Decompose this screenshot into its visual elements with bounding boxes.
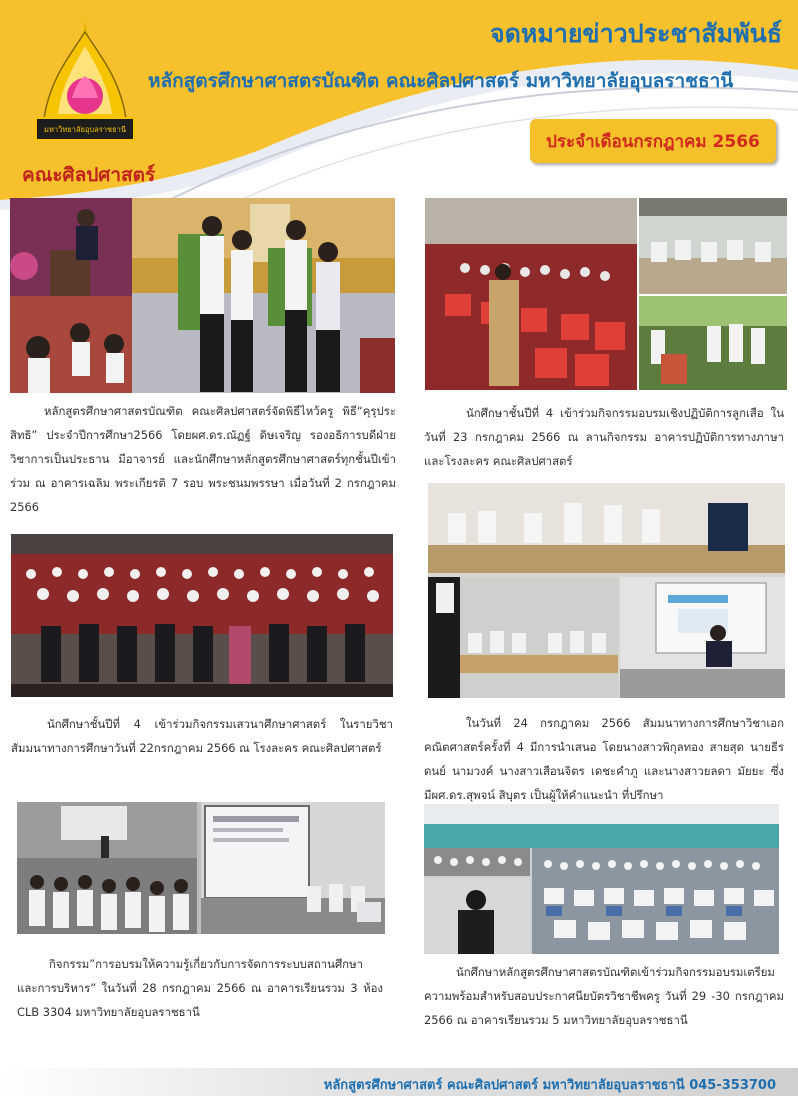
faculty-label: คณะศิลปศาสตร์	[22, 164, 156, 186]
university-logo	[30, 18, 140, 146]
caption-scout-training: นักศึกษาชั้นปีที่ 4 เข้าร่วมกิจกรรมอบรมเชิงปฏิบัติการลูกเสือ ในวันที่ 23 กรกฎาคม 2566 ณ ลานกิจกรรม อาคารปฏิบัติการทางภาษา และโรงละคร คณะศิลปศาสตร์	[424, 406, 784, 468]
caption-education-forum: นักศึกษาชั้นปีที่ 4 เข้าร่วมกิจกรรมเสวนาศึกษาศาสตร์ ในรายวิชาสัมมนาทางการศึกษาวันที่ 22กรกฎาคม 2566 ณ โรงละคร คณะศิลปศาสตร์	[11, 717, 393, 755]
photo-teacher-license-prep	[424, 804, 779, 954]
photo-math-seminar	[428, 483, 785, 698]
photo-scout-training	[425, 198, 787, 390]
logo-caption: มหาวิทยาลัยอุบลราชธานี	[44, 125, 126, 134]
photo-education-forum	[11, 534, 393, 697]
photo-management-training	[17, 802, 385, 934]
month-badge: ประจำเดือนกรกฎาคม 2566	[530, 119, 776, 163]
caption-management-training: กิจกรรม”การอบรมให้ความรู้เกี่ยวกับการจัดการระบบสถานศึกษาและการบริหาร” ในวันที่ 28 กรกฎาคม 2566 ณ อาคารเรียนรวม 3 ห้อง CLB 3304 มหาวิทยาลัยอุบลราชธานี	[17, 957, 383, 1019]
newsletter-title: จดหมายข่าวประชาสัมพันธ์	[490, 19, 782, 48]
caption-math-seminar: ในวันที่ 24 กรกฎาคม 2566 สัมมนาทางการศึกษาวิชาเอกคณิตศาสตร์ครั้งที่ 4 มีการนำเสนอ โดยนางสาวพิกุลทอง สายสุด นายธีรดนย์ นามวงค์ นางสาวเสือนจิตร เดชะคำภู และนางสาวยลดา มัยยะ ซึ่งมีผศ.ดร.สุพจน์ สิบุตร เป็นผู้ให้คำแนะนำ ที่ปรึกษา	[424, 716, 784, 802]
caption-teacher-license-prep: นักศึกษาหลักสูตรศึกษาศาสตรบัณฑิตเข้าร่วมกิจกรรมอบรมเตรียมความพร้อมสำหรับสอบประกาศนียบัตรวิชาชีพครู วันที่ 29 -30 กรกฎาคม 2566 ณ อาคารเรียนรวม 5 มหาวิทยาลัยอุบลราชธานี	[424, 965, 784, 1027]
caption-wai-kru-ceremony: หลักสูตรศึกษาศาสตรบัณฑิต คณะศิลปศาสตร์จัดพิธีไหว้ครู พิธี“คุรุประสิทธิ” ประจำปีการศึกษา2566 โดยผศ.ดร.ณัฏฐ์ ดิษเจริญ รองอธิการบดีฝ่ายวิชาการเป็นประธาน มีอาจารย์ และนักศึกษาหลักสูตรศึกษาศาสตร์ทุกชั้นปีเข้าร่วม ณ อาคารเฉลิม พระเกียรติ 7 รอบ พระชนมพรรษา เมื่อวันที่ 2 กรกฎาคม 2566	[10, 404, 396, 514]
photo-wai-kru-ceremony	[10, 198, 395, 393]
newsletter-subtitle: หลักสูตรศึกษาศาสตรบัณฑิต คณะศิลปศาสตร์ มหาวิทยาลัยอุบลราชธานี	[148, 70, 734, 92]
footer-contact: หลักสูตรศึกษาศาสตร์ คณะศิลปศาสตร์ มหาวิทยาลัยอุบลราชธานี 045-353700	[323, 1078, 776, 1093]
